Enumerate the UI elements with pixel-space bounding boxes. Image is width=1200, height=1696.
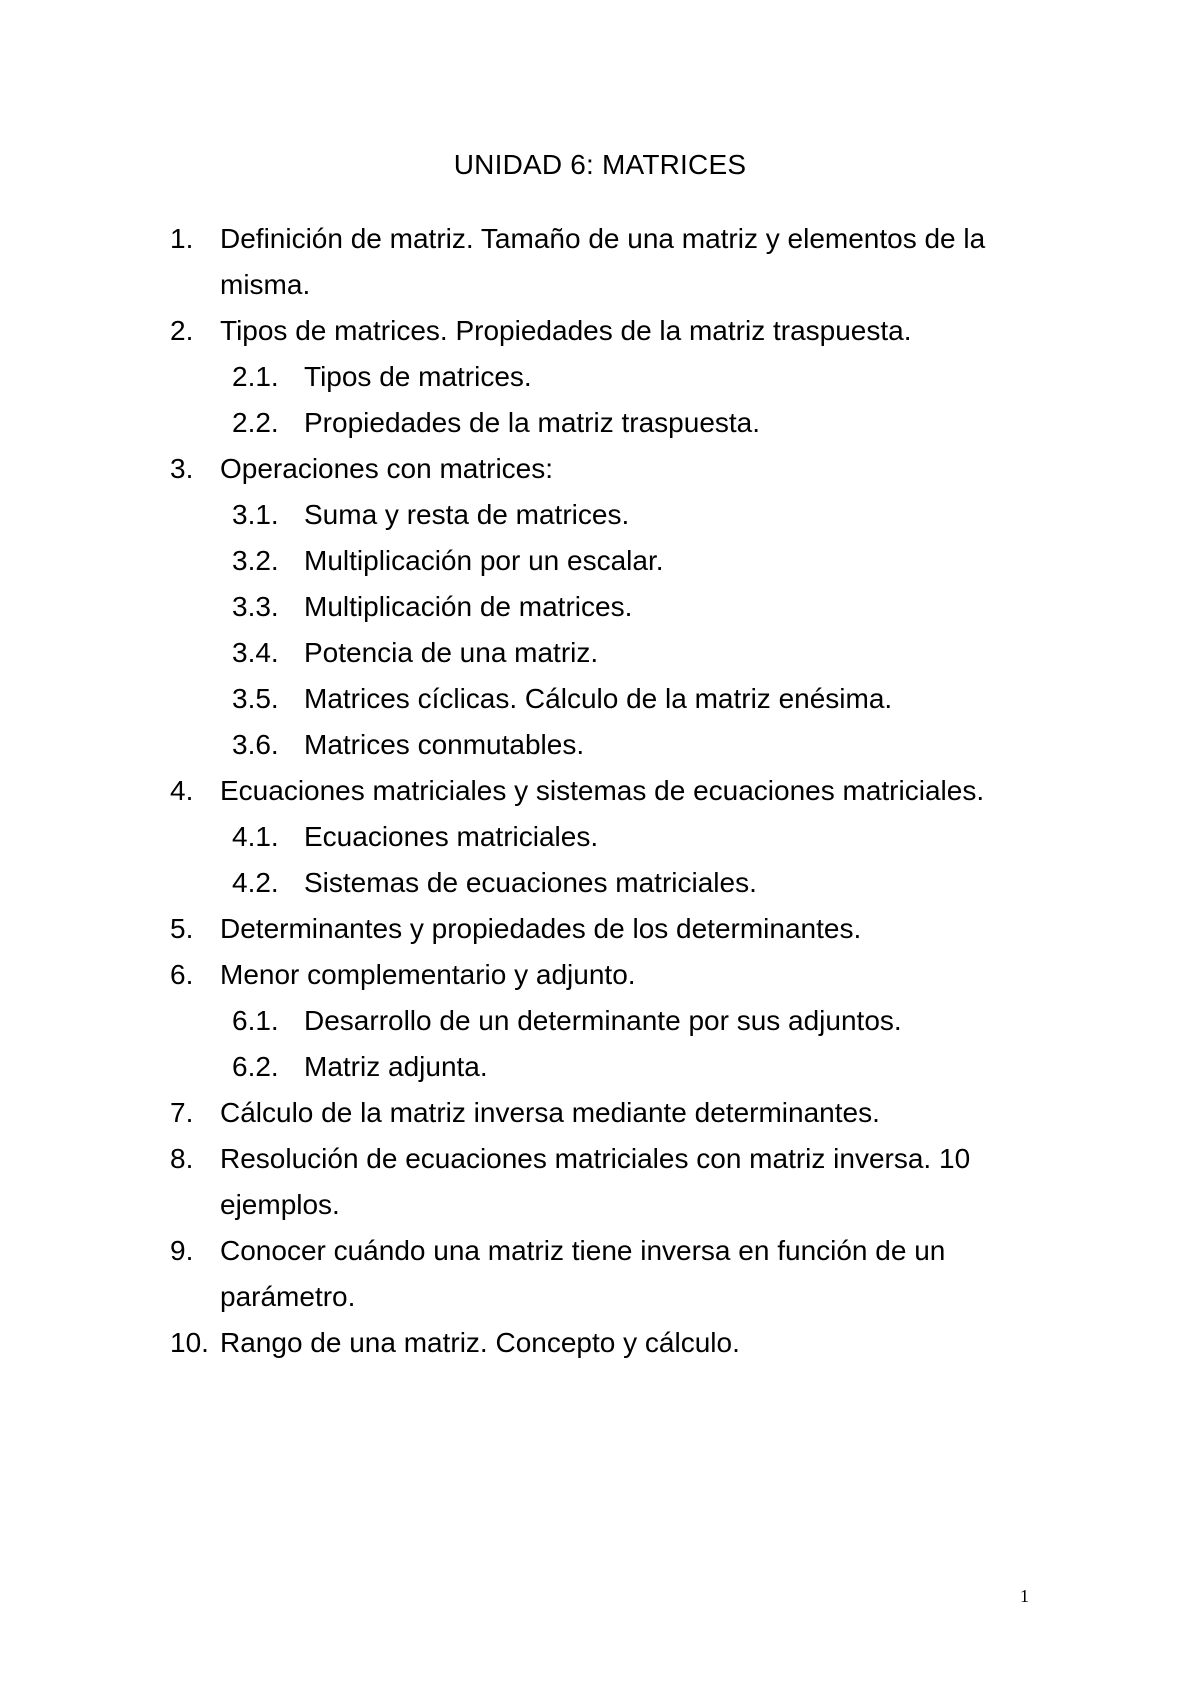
- toc-item-text-continuation: ejemplos.: [220, 1189, 340, 1220]
- toc-subitem-number: 3.3.: [232, 591, 279, 622]
- toc-item-4-1: [0, 814, 1200, 860]
- toc-subitem-text: Tipos de matrices.: [304, 361, 532, 392]
- toc-item-number: 4.: [170, 775, 194, 806]
- toc-item-number: 10.: [170, 1327, 209, 1358]
- toc-subitem-number: 6.1.: [232, 1005, 279, 1036]
- toc-item-text: Determinantes y propiedades de los determinantes.: [220, 913, 862, 944]
- toc-item-5: [0, 906, 1200, 952]
- toc-item-3: [0, 446, 1200, 492]
- toc-item-text: Tipos de matrices. Propiedades de la matriz traspuesta.: [220, 315, 912, 346]
- toc-item-3-1: [0, 492, 1200, 538]
- toc-subitem-number: 6.2.: [232, 1051, 279, 1082]
- toc-subitem-text: Multiplicación por un escalar.: [304, 545, 664, 576]
- toc-item-10: [0, 1320, 1200, 1366]
- toc-item-9: [0, 1228, 1200, 1274]
- toc-subitem-number: 3.5.: [232, 683, 279, 714]
- toc-subitem-number: 4.1.: [232, 821, 279, 852]
- toc-item-text: Definición de matriz. Tamaño de una matriz y elementos de la: [220, 223, 986, 254]
- toc-item-9-continuation: [0, 1274, 1200, 1320]
- toc-item-8-continuation: [0, 1182, 1200, 1228]
- toc-subitem-text: Potencia de una matriz.: [304, 637, 599, 668]
- toc-item-text: Rango de una matriz. Concepto y cálculo.: [220, 1327, 740, 1358]
- toc-item-6: [0, 952, 1200, 998]
- toc-item-number: 9.: [170, 1235, 194, 1266]
- toc-item-4-2: [0, 860, 1200, 906]
- toc-item-6-2: [0, 1044, 1200, 1090]
- toc-item-3-6: [0, 722, 1200, 768]
- toc-subitem-text: Suma y resta de matrices.: [304, 499, 630, 530]
- toc-subitem-text: Matrices conmutables.: [304, 729, 585, 760]
- toc-item-6-1: [0, 998, 1200, 1044]
- toc-subitem-text: Ecuaciones matriciales.: [304, 821, 599, 852]
- toc-item-3-2: [0, 538, 1200, 584]
- page-number: 1: [1020, 1586, 1029, 1606]
- toc-item-2: [0, 308, 1200, 354]
- toc-item-number: 5.: [170, 913, 194, 944]
- toc-subitem-number: 3.6.: [232, 729, 279, 760]
- toc-item-text-continuation: misma.: [220, 269, 311, 300]
- toc-subitem-text: Multiplicación de matrices.: [304, 591, 633, 622]
- toc-subitem-number: 2.1.: [232, 361, 279, 392]
- toc-item-text: Menor complementario y adjunto.: [220, 959, 636, 990]
- toc-item-text: Operaciones con matrices:: [220, 453, 554, 484]
- toc-item-number: 7.: [170, 1097, 194, 1128]
- toc-item-number: 2.: [170, 315, 194, 346]
- toc-subitem-number: 4.2.: [232, 867, 279, 898]
- toc-subitem-text: Matriz adjunta.: [304, 1051, 488, 1082]
- toc-item-number: 8.: [170, 1143, 194, 1174]
- toc-item-7: [0, 1090, 1200, 1136]
- toc-item-8: [0, 1136, 1200, 1182]
- toc-subitem-number: 2.2.: [232, 407, 279, 438]
- toc-subitem-text: Desarrollo de un determinante por sus adjuntos.: [304, 1005, 902, 1036]
- toc-item-number: 3.: [170, 453, 194, 484]
- toc-item-text: Ecuaciones matriciales y sistemas de ecuaciones matriciales.: [220, 775, 985, 806]
- toc-item-1: [0, 216, 1200, 262]
- toc-item-2-1: [0, 354, 1200, 400]
- toc-item-text: Conocer cuándo una matriz tiene inversa en función de un: [220, 1235, 946, 1266]
- toc-item-3-3: [0, 584, 1200, 630]
- toc-subitem-text: Propiedades de la matriz traspuesta.: [304, 407, 761, 438]
- toc-item-text: Cálculo de la matriz inversa mediante determinantes.: [220, 1097, 880, 1128]
- toc-subitem-number: 3.4.: [232, 637, 279, 668]
- toc-subitem-text: Sistemas de ecuaciones matriciales.: [304, 867, 757, 898]
- toc-item-1-continuation: [0, 262, 1200, 308]
- toc-subitem-number: 3.2.: [232, 545, 279, 576]
- toc-item-text: Resolución de ecuaciones matriciales con matriz inversa. 10: [220, 1143, 971, 1174]
- table-of-contents: [0, 216, 1200, 1366]
- page-title: UNIDAD 6: MATRICES: [453, 149, 747, 180]
- toc-item-number: 6.: [170, 959, 194, 990]
- toc-item-3-5: [0, 676, 1200, 722]
- toc-subitem-text: Matrices cíclicas. Cálculo de la matriz enésima.: [304, 683, 893, 714]
- toc-subitem-number: 3.1.: [232, 499, 279, 530]
- toc-item-text-continuation: parámetro.: [220, 1281, 356, 1312]
- toc-item-number: 1.: [170, 223, 194, 254]
- toc-item-4: [0, 768, 1200, 814]
- toc-item-2-2: [0, 400, 1200, 446]
- toc-item-3-4: [0, 630, 1200, 676]
